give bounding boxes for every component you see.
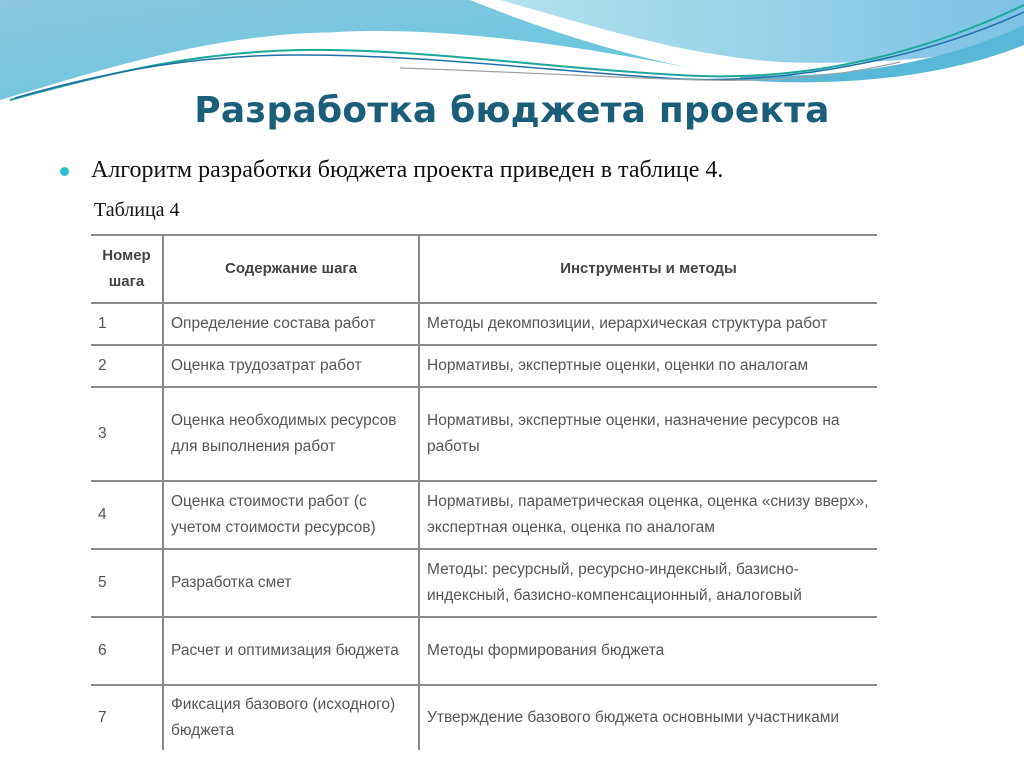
- bullet-dot-icon: [60, 167, 69, 176]
- cell-step-number: 3: [91, 387, 163, 481]
- bullet-text: Алгоритм разработки бюджета проекта приведен в таблице 4.: [91, 157, 724, 183]
- cell-step-content: Фиксация базового (исходного) бюджета: [163, 685, 419, 750]
- table-row: [91, 549, 877, 617]
- table-row: [91, 685, 877, 750]
- cell-step-number: 7: [91, 685, 163, 750]
- cell-step-content: Оценка необходимых ресурсов для выполнения работ: [163, 387, 419, 481]
- cell-tools-methods: Нормативы, параметрическая оценка, оценка «снизу вверх», экспертная оценка, оценка по аналогам: [419, 481, 877, 549]
- slide-title: Разработка бюджета проекта: [194, 90, 830, 131]
- cell-step-content: Оценка трудозатрат работ: [163, 345, 419, 387]
- cell-step-number: 6: [91, 617, 163, 685]
- cell-step-content: Определение состава работ: [163, 303, 419, 345]
- header-step-number-line1: Номер: [102, 247, 151, 264]
- table-row: [91, 303, 877, 345]
- cell-tools-methods: Методы формирования бюджета: [419, 617, 877, 685]
- header-step-number: [91, 235, 163, 303]
- cell-step-number: 4: [91, 481, 163, 549]
- cell-tools-methods: Утверждение базового бюджета основными участниками: [419, 685, 877, 750]
- table-row: [91, 617, 877, 685]
- cell-tools-methods: Нормативы, экспертные оценки, назначение ресурсов на работы: [419, 387, 877, 481]
- cell-tools-methods: Методы: ресурсный, ресурсно-индексный, базисно-индексный, базисно-компенсационный, аналоговый: [419, 549, 877, 617]
- cell-step-content: Расчет и оптимизация бюджета: [163, 617, 419, 685]
- budget-algorithm-table: [91, 234, 877, 750]
- cell-tools-methods: Методы декомпозиции, иерархическая структура работ: [419, 303, 877, 345]
- table-row: [91, 345, 877, 387]
- cell-step-content: Оценка стоимости работ (с учетом стоимости ресурсов): [163, 481, 419, 549]
- cell-step-number: 1: [91, 303, 163, 345]
- bullet-item: [60, 157, 723, 184]
- cell-tools-methods: Нормативы, экспертные оценки, оценки по аналогам: [419, 345, 877, 387]
- header-tools-methods: Инструменты и методы: [419, 235, 877, 303]
- table-caption: Таблица 4: [94, 199, 180, 221]
- cell-step-number: 2: [91, 345, 163, 387]
- header-step-content: Содержание шага: [163, 235, 419, 303]
- cell-step-number: 5: [91, 549, 163, 617]
- header-step-number-line2: шага: [108, 273, 145, 290]
- table-header-row: [91, 235, 877, 303]
- table-row: [91, 387, 877, 481]
- table-row: [91, 481, 877, 549]
- cell-step-content: Разработка смет: [163, 549, 419, 617]
